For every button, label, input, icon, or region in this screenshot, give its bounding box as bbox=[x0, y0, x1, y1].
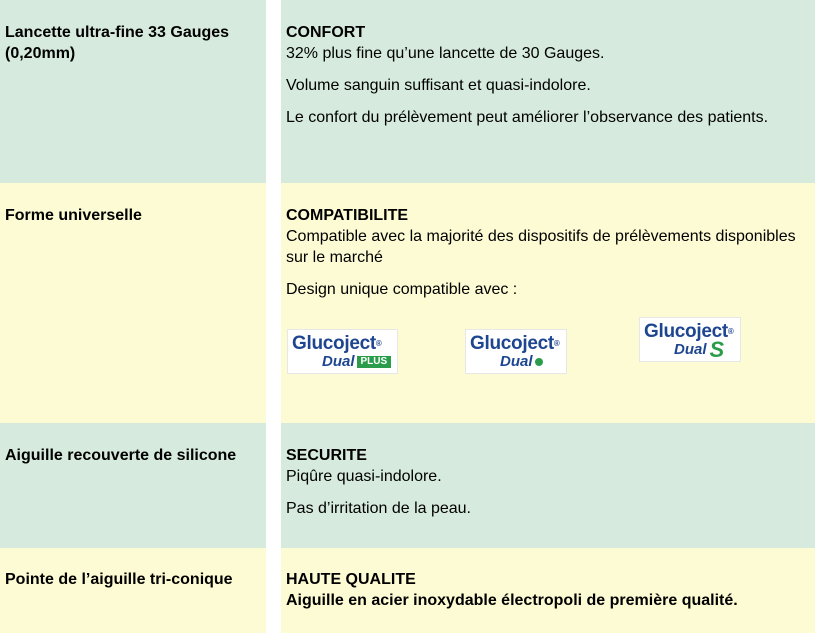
table-row bbox=[0, 548, 815, 633]
feature-label: Pointe de l’aiguille tri-conique bbox=[5, 571, 233, 588]
benefit-heading: SECURITE bbox=[286, 447, 367, 464]
benefit-cell bbox=[281, 0, 815, 183]
feature-cell bbox=[0, 183, 266, 423]
feature-label: Forme universelle bbox=[5, 207, 142, 224]
benefit-heading: COMPATIBILITE bbox=[286, 207, 409, 224]
benefit-cell bbox=[281, 183, 815, 423]
benefit-heading: CONFORT bbox=[286, 24, 366, 41]
benefit-cell bbox=[281, 423, 815, 548]
benefit-text: Le confort du prélèvement peut améliorer l’observance des patients. bbox=[286, 109, 769, 126]
glucoject-dual-plus-logo: Glucoject® Dual PLUS bbox=[288, 330, 397, 373]
benefit-cell bbox=[281, 548, 815, 633]
benefit-text: Pas d’irritation de la peau. bbox=[286, 500, 471, 517]
benefit-text: Compatible avec la majorité des dispositifs de prélèvements disponibles sur le marché bbox=[286, 228, 796, 266]
table-row bbox=[0, 0, 815, 183]
glucoject-dual-s-logo: Glucoject® Dual S bbox=[640, 318, 740, 361]
benefit-text: 32% plus fine qu’une lancette de 30 Gauges. bbox=[286, 45, 605, 62]
feature-cell bbox=[0, 548, 266, 633]
table-row bbox=[0, 423, 815, 548]
benefit-text: Volume sanguin suffisant et quasi-indolore. bbox=[286, 77, 591, 94]
benefit-heading: HAUTE QUALITE bbox=[286, 571, 416, 588]
feature-label: Aiguille recouverte de silicone bbox=[5, 447, 237, 464]
green-dot-icon bbox=[535, 358, 543, 366]
glucoject-dual-logo: Glucoject® Dual bbox=[466, 330, 566, 373]
feature-cell bbox=[0, 423, 266, 548]
benefit-text: Piqûre quasi-indolore. bbox=[286, 468, 442, 485]
feature-cell bbox=[0, 0, 266, 183]
table-row bbox=[0, 183, 815, 423]
compatible-logos bbox=[286, 321, 807, 396]
benefit-text: Design unique compatible avec : bbox=[286, 281, 518, 298]
feature-label: Lancette ultra-fine 33 Gauges (0,20mm) bbox=[5, 24, 230, 62]
benefit-text: Aiguille en acier inoxydable électropoli de première qualité. bbox=[286, 592, 738, 609]
